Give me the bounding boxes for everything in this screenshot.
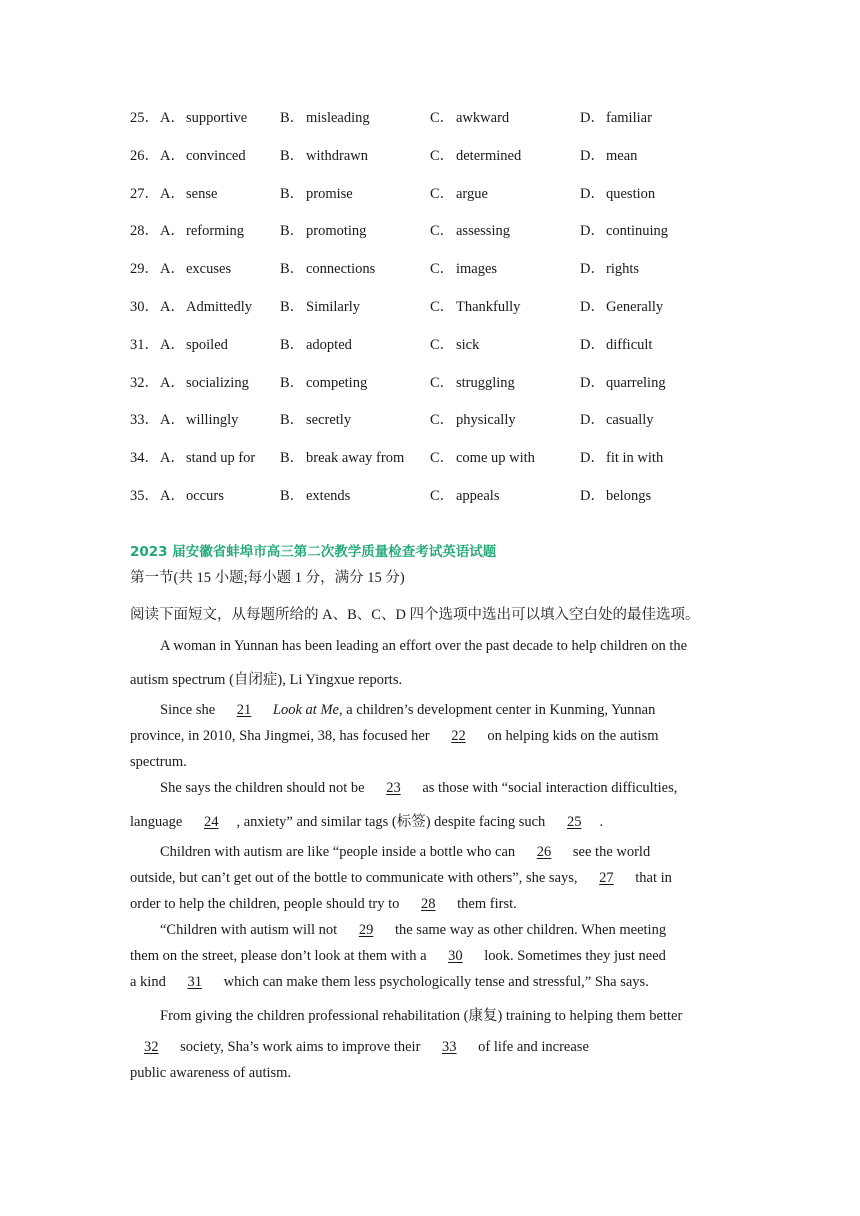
option-b (280, 259, 375, 279)
option-b (280, 108, 370, 128)
option-a (160, 335, 228, 355)
option-b (280, 410, 351, 430)
question-number: 34． (130, 450, 159, 466)
option-letter: C． (430, 299, 455, 315)
passage-line: 32 society, Sha’s work aims to improve their 33 of life and increase (130, 1039, 589, 1056)
option-letter: A． (160, 299, 185, 315)
option-letter: A． (160, 110, 185, 126)
option-text: come up with (456, 450, 535, 466)
option-letter: B． (280, 299, 305, 315)
option-text: Admittedly (186, 299, 253, 315)
option-text: sick (456, 337, 480, 353)
option-text: convinced (186, 148, 246, 164)
option-text: willingly (186, 412, 239, 428)
option-text: assessing (456, 223, 510, 239)
option-text: continuing (606, 223, 669, 239)
option-text: question (606, 186, 656, 202)
option-text: Thankfully (456, 299, 521, 315)
option-text: sense (186, 186, 218, 202)
option-letter: C． (430, 450, 455, 466)
option-text: images (456, 261, 498, 277)
option-a (160, 373, 249, 393)
option-a (160, 259, 231, 279)
blank-25: 25 (566, 814, 582, 830)
option-letter: A． (160, 148, 185, 164)
passage-line: them on the street, please don’t look at them with a 30 look. Sometimes they just need (130, 948, 666, 964)
option-text: misleading (306, 110, 370, 126)
instruction-text: 阅读下面短文，从每题所给的 A、B、C、D 四个选项中选出可以填入空白处的最佳选项。 (130, 607, 700, 623)
option-letter: C． (430, 186, 455, 202)
option-letter: A． (160, 375, 185, 391)
option-text: physically (456, 412, 516, 428)
option-b (280, 221, 366, 241)
option-text: excuses (186, 261, 232, 277)
option-text: fit in with (606, 450, 664, 466)
question-number: 31． (130, 337, 159, 353)
option-c (430, 373, 515, 393)
option-letter: A． (160, 337, 185, 353)
option-text: promise (306, 186, 353, 202)
blank-30: 30 (448, 948, 463, 964)
passage-line: Children with autism are like “people inside a bottle who can 26 see the world (160, 844, 651, 860)
option-c (430, 335, 479, 355)
option-d (580, 146, 637, 166)
option-text: adopted (306, 337, 352, 353)
option-c (430, 410, 516, 430)
option-letter: B． (280, 412, 305, 428)
option-letter: D． (580, 337, 605, 353)
question-number: 25． (130, 110, 159, 126)
option-text: difficult (606, 337, 653, 353)
option-d (580, 486, 651, 506)
option-d (580, 373, 666, 393)
option-text: stand up for (186, 450, 256, 466)
passage-line: She says the children should not be 23 as those with “social interaction difficulties, (160, 780, 678, 796)
passage-line: spectrum. (130, 754, 187, 770)
option-a (160, 184, 217, 204)
option-letter: A． (160, 223, 185, 239)
option-a (160, 221, 244, 241)
option-text: supportive (186, 110, 248, 126)
option-a (160, 108, 247, 128)
option-letter: C． (430, 375, 455, 391)
option-letter: B． (280, 186, 305, 202)
option-d (580, 410, 654, 430)
blank-32: 32 (144, 1039, 159, 1055)
option-text: break away from (306, 450, 405, 466)
option-text: spoiled (186, 337, 228, 353)
option-d (580, 448, 663, 468)
option-text: competing (306, 375, 368, 391)
blank-21: 21 (236, 702, 252, 718)
option-text: struggling (456, 375, 515, 391)
option-letter: B． (280, 375, 305, 391)
option-letter: D． (580, 488, 605, 504)
option-letter: B． (280, 337, 305, 353)
option-a (160, 146, 246, 166)
option-b (280, 373, 367, 393)
option-text: mean (606, 148, 638, 164)
option-text: reforming (186, 223, 244, 239)
blank-22: 22 (451, 728, 466, 744)
option-letter: A． (160, 450, 185, 466)
option-a (160, 448, 255, 468)
question-number: 33． (130, 412, 159, 428)
passage-line: From giving the children professional rehabilitation (康复) training to helping them better (160, 1008, 683, 1024)
option-d (580, 221, 668, 241)
option-c (430, 486, 499, 506)
option-b (280, 184, 353, 204)
question-number: 27． (130, 186, 159, 202)
question-number: 35． (130, 488, 159, 504)
passage-line: province, in 2010, Sha Jingmei, 38, has focused her 22 on helping kids on the autism (130, 728, 659, 744)
option-letter: B． (280, 223, 305, 239)
option-text: argue (456, 186, 488, 202)
option-letter: C． (430, 223, 455, 239)
option-letter: C． (430, 488, 455, 504)
section-subtitle: 第一节(共 15 小题;每小题 1 分，满分 15 分) (130, 570, 405, 586)
option-text: promoting (306, 223, 367, 239)
blank-27: 27 (599, 870, 614, 886)
option-c (430, 146, 521, 166)
option-d (580, 297, 663, 317)
passage-line: public awareness of autism. (130, 1065, 292, 1081)
blank-28: 28 (421, 896, 436, 912)
option-c (430, 297, 520, 317)
center-name: Look at Me (272, 702, 339, 718)
option-letter: D． (580, 375, 605, 391)
option-text: withdrawn (306, 148, 369, 164)
option-letter: C． (430, 148, 455, 164)
option-letter: D． (580, 110, 605, 126)
option-text: determined (456, 148, 522, 164)
option-d (580, 184, 655, 204)
option-text: extends (306, 488, 351, 504)
section-title: 2023 届安徽省蚌埠市高三第二次教学质量检查考试英语试题 (130, 544, 497, 560)
passage-line: A woman in Yunnan has been leading an effort over the past decade to help children on the (160, 638, 688, 654)
option-text: awkward (456, 110, 510, 126)
option-letter: D． (580, 186, 605, 202)
option-letter: A． (160, 186, 185, 202)
option-letter: B． (280, 261, 305, 277)
option-b (280, 297, 360, 317)
option-letter: D． (580, 223, 605, 239)
option-text: rights (606, 261, 640, 277)
option-letter: C． (430, 261, 455, 277)
passage-line: outside, but can’t get out of the bottle to communicate with others”, she says, 27 that in (130, 870, 672, 886)
option-d (580, 335, 652, 355)
option-letter: D． (580, 450, 605, 466)
option-a (160, 297, 252, 317)
option-text: secretly (306, 412, 352, 428)
option-c (430, 184, 488, 204)
option-d (580, 108, 652, 128)
option-d (580, 259, 639, 279)
option-b (280, 486, 350, 506)
option-text: connections (306, 261, 376, 277)
option-b (280, 448, 404, 468)
question-number: 26． (130, 148, 159, 164)
option-b (280, 146, 368, 166)
option-a (160, 410, 238, 430)
option-text: Generally (606, 299, 664, 315)
option-letter: C． (430, 337, 455, 353)
passage-line: a kind 31 which can make them less psychologically tense and stressful,” Sha says. (130, 974, 649, 990)
passage-line: language 24 , anxiety” and similar tags (标签) despite facing such 25 . (130, 814, 604, 830)
option-letter: B． (280, 488, 305, 504)
question-number: 28． (130, 223, 159, 239)
option-letter: D． (580, 412, 605, 428)
option-letter: C． (430, 110, 455, 126)
option-c (430, 108, 509, 128)
option-letter: C． (430, 412, 455, 428)
passage-line: “Children with autism will not 29 the same way as other children. When meeting (160, 922, 667, 938)
passage-line: order to help the children, people should try to 28 them first. (130, 896, 517, 912)
option-text: familiar (606, 110, 652, 126)
option-b (280, 335, 352, 355)
blank-23: 23 (386, 780, 401, 796)
option-text: Similarly (306, 299, 360, 315)
option-letter: A． (160, 412, 185, 428)
option-text: socializing (186, 375, 249, 391)
option-text: occurs (186, 488, 224, 504)
option-letter: D． (580, 299, 605, 315)
passage-line: Since she 21 Look at Me, a children’s development center in Kunming, Yunnan (160, 702, 656, 718)
option-letter: D． (580, 261, 605, 277)
option-letter: A． (160, 488, 185, 504)
option-a (160, 486, 224, 506)
option-c (430, 221, 510, 241)
option-text: belongs (606, 488, 652, 504)
option-letter: A． (160, 261, 185, 277)
passage-line: autism spectrum (自闭症), Li Yingxue reports. (130, 672, 403, 688)
option-letter: B． (280, 148, 305, 164)
blank-31: 31 (187, 974, 202, 990)
question-number: 29． (130, 261, 159, 277)
option-letter: B． (280, 450, 305, 466)
blank-33: 33 (442, 1039, 457, 1055)
blank-26: 26 (536, 844, 552, 860)
question-number: 32． (130, 375, 159, 391)
blank-29: 29 (358, 922, 374, 938)
question-number: 30． (130, 299, 159, 315)
option-text: quarreling (606, 375, 666, 391)
option-c (430, 448, 535, 468)
option-c (430, 259, 497, 279)
option-text: appeals (456, 488, 500, 504)
option-text: casually (606, 412, 654, 428)
option-letter: D． (580, 148, 605, 164)
blank-24: 24 (203, 814, 219, 830)
option-letter: B． (280, 110, 305, 126)
